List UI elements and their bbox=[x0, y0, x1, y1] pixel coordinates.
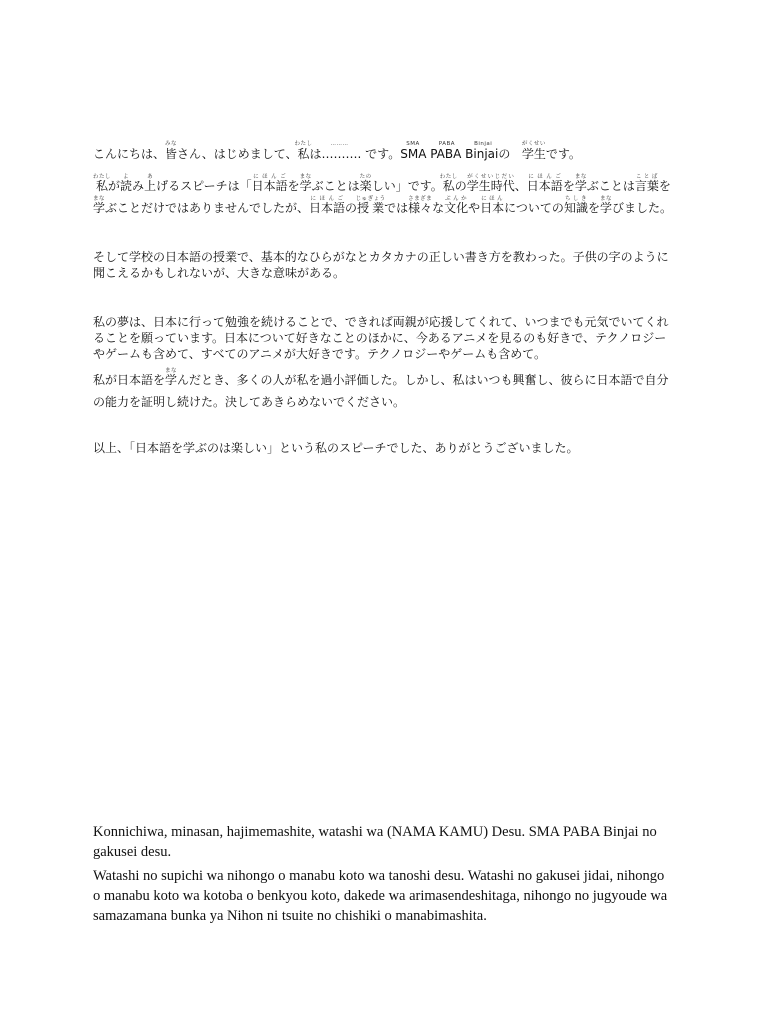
ruby-word: 読よ bbox=[120, 174, 133, 193]
jp-paragraph-school-lessons: そして学校の日本語の授業で、基本的なひらがなとカタカナの正しい書き方を教わった。子供の字のように聞こえるかもしれないが、大きな意味がある。 bbox=[93, 250, 669, 280]
ruby-word: 学まな bbox=[599, 196, 612, 215]
text-span: こんにちは、 bbox=[93, 147, 166, 161]
ruby-word: 日本にほん bbox=[480, 196, 505, 215]
ruby-word: 私わたし bbox=[93, 174, 112, 193]
jp-paragraph-closing: 以上、「日本語を学ぶのは楽しい」という私のスピーチでした、ありがとうございました。 bbox=[93, 441, 579, 455]
ruby-word: 日本語にほんご bbox=[526, 174, 563, 193]
ruby-word: SMA PABA BinjaiSMA PABA Binjai bbox=[400, 141, 499, 161]
ruby-word: 日本語にほんご bbox=[309, 196, 346, 215]
jp-paragraph-underestimated: 私が日本語を学まなんだとき、多くの人が私を過小評価した。しかし、私はいつも興奮し、彼らに日本語で自分の能力を証明し続けた。決してあきらめないでください。 bbox=[93, 368, 669, 409]
ruby-word: 学生時代がくせいじだい bbox=[466, 174, 515, 193]
ruby-word: 私わたし bbox=[439, 174, 458, 193]
jp-paragraph-dream: 私の夢は、日本に行って勉強を続けることで、できれば両親が応援してくれて、いつまでも元気でいてくれることを願っています。日本について好きなことのほかに、今あるアニメを見るのも好きで、テクノロジーやゲームも含めて、すべてのアニメが大好きです。テクノロジーやゲームも含めて。 bbox=[93, 315, 669, 361]
ruby-word: 私わたし bbox=[294, 141, 313, 161]
ruby-word: 日本語にほんご bbox=[251, 174, 288, 193]
text-span: です。 bbox=[545, 147, 581, 161]
jp-paragraph-speech-intro: 私わたしが読よみ上あげるスピーチは「日本語にほんごを学まなぶことは楽たのしい」です。私わたしの学生時代がくせいじだい、日本語にほんごを学まなぶことは言葉ことばを学まなぶことだけではありませんでしたが、日本語にほんごの授業じゅぎょうでは様々さまざまな文化ぶんかや日本にほんについての知識ちしきを学まなびました。 bbox=[93, 174, 672, 215]
romaji-paragraph-greeting: Konnichiwa, minasan, hajimemashite, watashi wa (NAMA KAMU) Desu. SMA PABA Binjai no gakusei desu. bbox=[93, 824, 657, 860]
romaji-paragraph-speech: Watashi no supichi wa nihongo o manabu koto wa tanoshi desu. Watashi no gakusei jidai, nihongo o manabu koto wa kotoba o benkyou koto, dakede wa arimasendeshitaga, nihongo no jugyoude wa samazamana bunka ya Nihon ni tsuite no chishiki o manabimashita. bbox=[93, 868, 668, 924]
text-span: さん、はじめまして、 bbox=[177, 147, 298, 161]
jp-paragraph-greeting bbox=[93, 141, 678, 165]
ruby-word: 学まな bbox=[93, 196, 106, 215]
ruby-word: 知識ちしき bbox=[563, 196, 588, 215]
text-span: . です。 bbox=[357, 147, 401, 161]
ruby-word: 学生がくせい bbox=[521, 141, 546, 161]
ruby-word: 皆みな bbox=[165, 141, 178, 161]
ruby-word: 文化ぶんか bbox=[444, 196, 469, 215]
text-span: は bbox=[309, 147, 322, 161]
ruby-word: 学まな bbox=[165, 368, 178, 387]
ruby-word: 上あ bbox=[144, 174, 157, 193]
ruby-word: 楽たの bbox=[359, 174, 372, 193]
ruby-word: 学まな bbox=[299, 174, 312, 193]
text-span: の bbox=[498, 147, 511, 161]
ruby-word: ……………… bbox=[321, 141, 358, 161]
ruby-word: 様々さまざま bbox=[408, 196, 433, 215]
ruby-word: 学まな bbox=[574, 174, 587, 193]
ruby-word: 授業じゅぎょう bbox=[355, 196, 386, 215]
ruby-word: 言葉ことば bbox=[634, 174, 659, 193]
